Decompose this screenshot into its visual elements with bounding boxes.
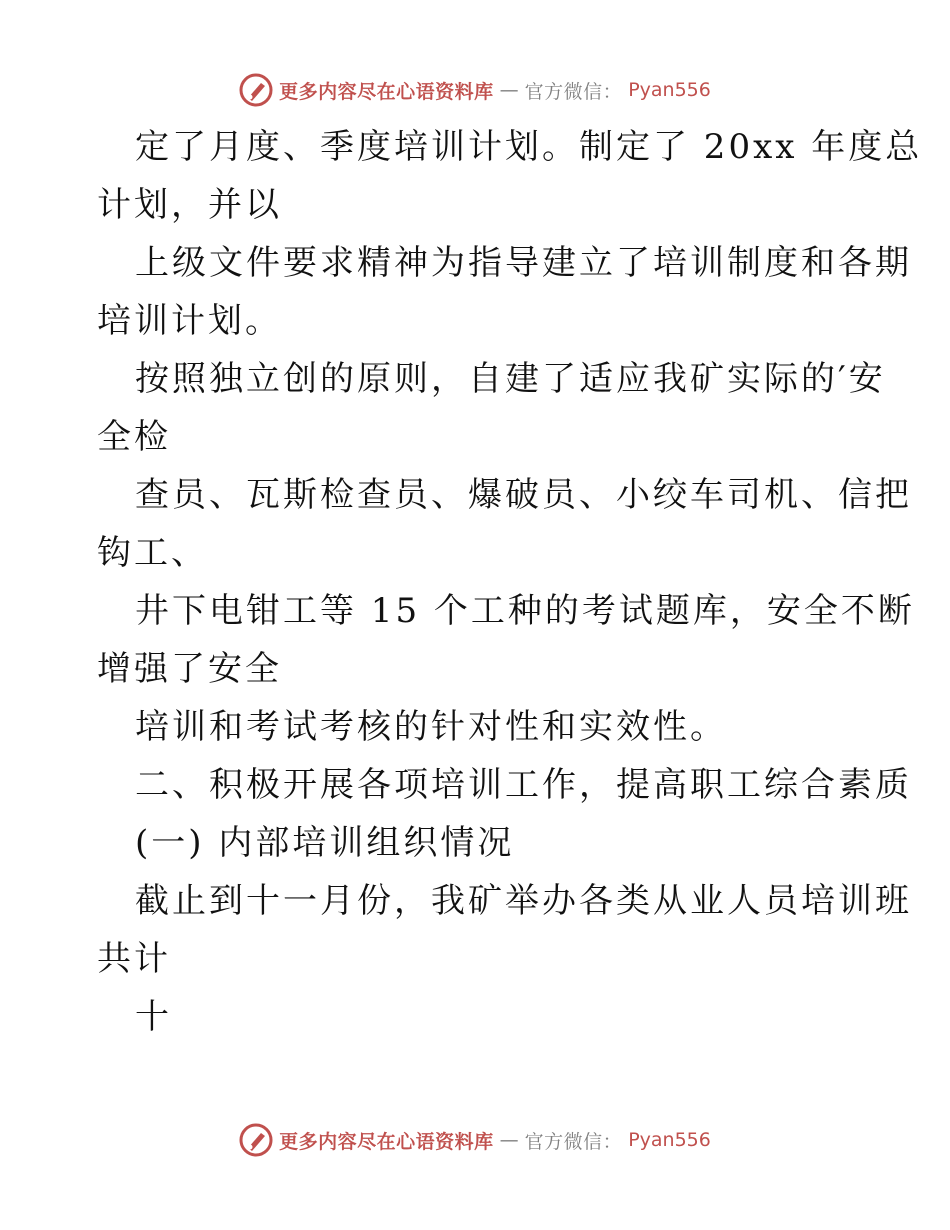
text-line: 培训和考试考核的针对性和实效性。 <box>135 707 727 747</box>
text-line: 按照独立创的原则，自建了适应我矿实际的′安 <box>135 359 886 399</box>
text-line: 共计 <box>97 939 171 979</box>
watermark-id: Pyan556 <box>628 1129 711 1151</box>
watermark-id: Pyan556 <box>628 79 711 101</box>
watermark-dash: — <box>499 79 519 101</box>
document-body <box>97 118 923 1046</box>
text-line: 增强了安全 <box>97 649 282 689</box>
pen-logo-icon <box>239 1123 273 1157</box>
text-line: 全检 <box>97 417 171 457</box>
text-line: (一) 内部培训组织情况 <box>135 823 515 863</box>
text-line: 定了月度、季度培训计划。制定了 20xx 年度总 <box>135 127 923 167</box>
text-line: 二、积极开展各项培训工作，提高职工综合素质 <box>135 765 912 805</box>
header-watermark <box>0 70 950 110</box>
text-line: 上级文件要求精神为指导建立了培训制度和各期 <box>135 243 912 283</box>
watermark-text: 更多内容尽在心语资料库 <box>279 1130 494 1153</box>
text-line: 计划，并以 <box>97 185 282 225</box>
text-line: 十 <box>135 997 172 1037</box>
footer-watermark <box>0 1120 950 1160</box>
watermark-dash: — <box>499 1129 519 1151</box>
watermark-info: 官方微信： <box>524 1130 623 1153</box>
text-line: 钩工、 <box>97 533 208 573</box>
text-line: 培训计划。 <box>97 301 282 341</box>
watermark-text: 更多内容尽在心语资料库 <box>279 80 494 103</box>
watermark-info: 官方微信： <box>524 80 623 103</box>
pen-logo-icon <box>239 73 273 107</box>
text-line: 井下电钳工等 15 个工种的考试题库，安全不断 <box>135 591 915 631</box>
text-line: 截止到十一月份，我矿举办各类从业人员培训班 <box>135 881 912 921</box>
text-line: 查员、瓦斯检查员、爆破员、小绞车司机、信把 <box>135 475 912 515</box>
